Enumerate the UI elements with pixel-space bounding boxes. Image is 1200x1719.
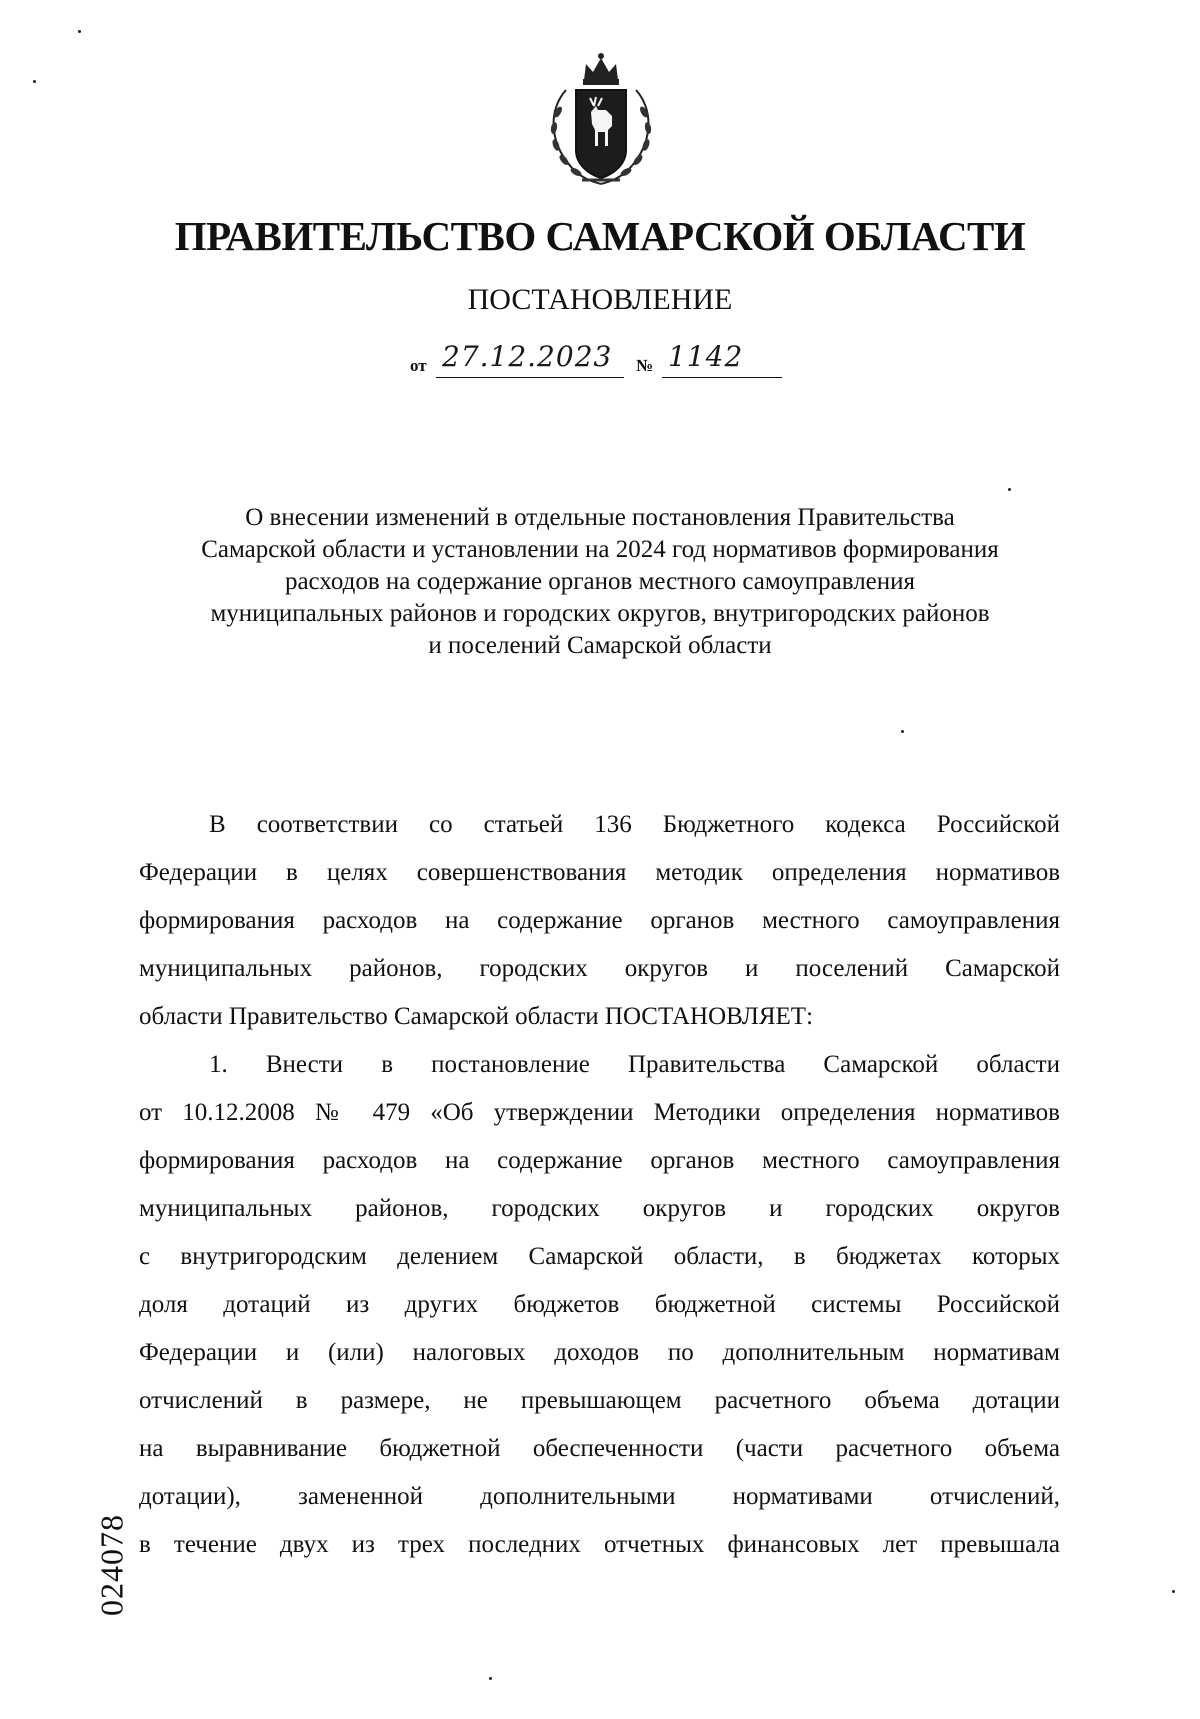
- from-label: от: [410, 356, 427, 375]
- body-line: формирования расходов на содержание органов местного самоуправления: [139, 907, 1060, 934]
- body-line: области Правительство Самарской области ПОСТАНОВЛЯЕТ:: [139, 1003, 814, 1030]
- subject-line: и поселений Самарской области: [428, 632, 772, 659]
- body-line: в течение двух из трех последних отчетных финансовых лет превышала: [139, 1531, 1060, 1558]
- side-serial-number: [92, 1500, 132, 1630]
- government-title: ПРАВИТЕЛЬСТВО САМАРСКОЙ ОБЛАСТИ: [174, 213, 1026, 259]
- scan-speck: [33, 80, 36, 83]
- coat-of-arms-icon: [536, 50, 666, 190]
- body-line: на выравнивание бюджетной обеспеченности (части расчетного объема: [139, 1435, 1060, 1462]
- handwritten-date: 27.12.2023: [442, 340, 613, 373]
- body-line: от 10.12.2008 № 479 «Об утверждении Методики определения нормативов: [139, 1099, 1060, 1126]
- document-type: ПОСТАНОВЛЕНИЕ: [467, 283, 733, 316]
- body-line: отчислений в размере, не превышающем расчетного объема дотации: [139, 1387, 1060, 1414]
- date-field: [436, 341, 624, 378]
- scan-speck: [1008, 488, 1011, 491]
- number-label: №: [636, 356, 654, 375]
- body-line: 1. Внести в постановление Правительства Самарской области: [209, 1051, 1060, 1078]
- body-line: дотации), замененной дополнительными нормативами отчислений,: [139, 1483, 1060, 1510]
- scan-speck: [78, 30, 81, 33]
- subject-line: муниципальных районов и городских округов, внутригородских районов: [210, 600, 990, 627]
- subject-line: расходов на содержание органов местного самоуправления: [284, 568, 916, 595]
- body-line: Федерации и (или) налоговых доходов по дополнительным нормативам: [139, 1339, 1060, 1366]
- scan-speck: [1172, 1590, 1175, 1593]
- subject-line: Самарской области и установлении на 2024 год нормативов формирования: [201, 536, 999, 563]
- serial-number-text: 024078: [93, 1514, 130, 1616]
- subject-line: О внесении изменений в отдельные постановления Правительства: [245, 504, 955, 531]
- handwritten-number: 1142: [668, 340, 744, 373]
- scan-speck: [901, 730, 904, 733]
- body-line: с внутригородским делением Самарской области, в бюджетах которых: [139, 1243, 1060, 1270]
- body-line: В соответствии со статьей 136 Бюджетного кодекса Российской: [209, 811, 1060, 838]
- document-subject: [120, 502, 1080, 662]
- scan-speck: [489, 1677, 492, 1680]
- body-line: формирования расходов на содержание органов местного самоуправления: [139, 1147, 1060, 1174]
- document-body: [139, 801, 1060, 1569]
- number-field: [662, 341, 782, 378]
- body-line: доля дотаций из других бюджетов бюджетной системы Российской: [139, 1291, 1060, 1318]
- body-line: муниципальных районов, городских округов и поселений Самарской: [139, 955, 1060, 982]
- body-line: Федерации в целях совершенствования методик определения нормативов: [139, 859, 1060, 886]
- body-line: муниципальных районов, городских округов и городских округов: [139, 1195, 1060, 1222]
